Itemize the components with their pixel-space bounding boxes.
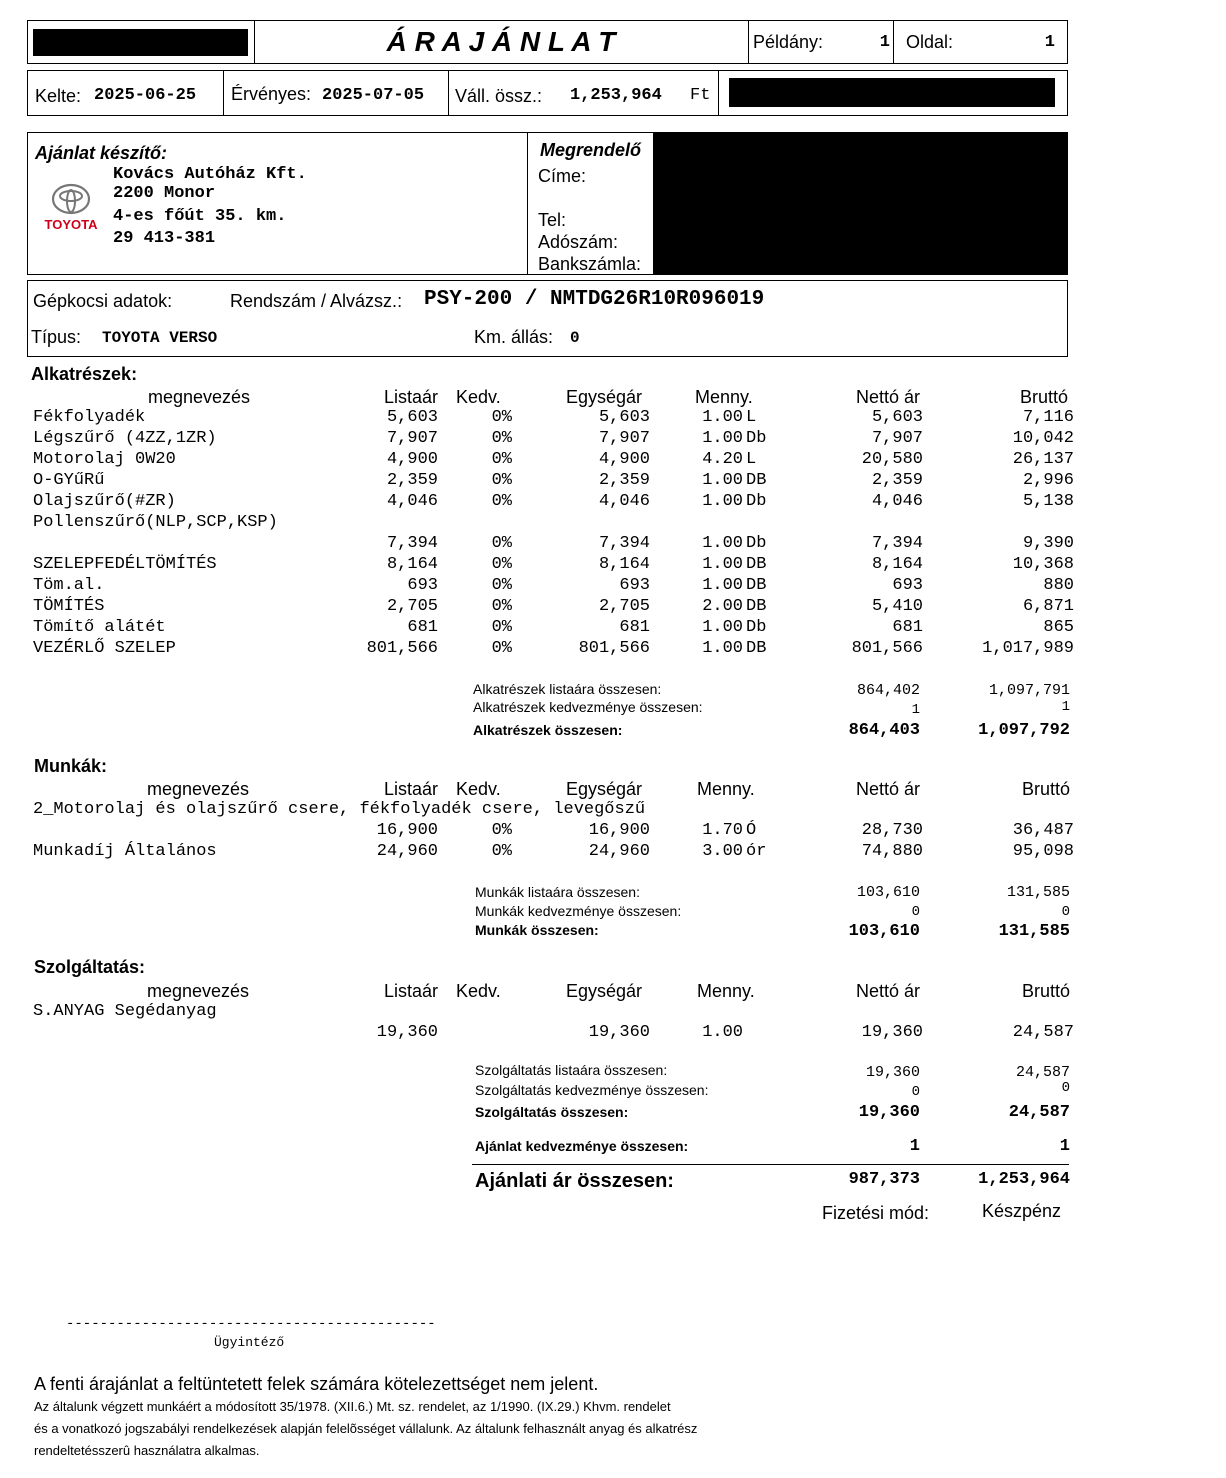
item-gross: 865	[1043, 618, 1074, 637]
item-name: Töm.al.	[33, 576, 105, 595]
item-unit: 2,359	[598, 471, 650, 490]
item-gross: 36,487	[1012, 821, 1074, 840]
signature-line: --------------------------------------------	[66, 1316, 436, 1332]
item-uom: L	[746, 408, 757, 427]
item-uom: Db	[746, 492, 767, 511]
item-disc: 0%	[491, 555, 512, 574]
service-sum-total-net: 19,360	[858, 1103, 920, 1122]
item-net: 5,410	[871, 597, 923, 616]
service-sum-disc-net: 0	[911, 1084, 920, 1100]
date-label: Kelte:	[35, 86, 82, 106]
col-name: megnevezés	[147, 981, 250, 1001]
item-list: 2,359	[386, 471, 438, 490]
footer-main: A fenti árajánlat a feltüntetett felek számára kötelezettséget nem jelent.	[34, 1374, 599, 1394]
item-qty: 1.00	[702, 534, 743, 553]
col-list: Listaár	[383, 779, 438, 799]
item-disc: 0%	[491, 450, 512, 469]
document-title: Á R A J Á N L A T	[386, 26, 616, 57]
offer-discount-gross: 1	[1059, 1137, 1070, 1156]
km-label: Km. állás:	[474, 327, 554, 347]
item-disc: 0%	[491, 821, 512, 840]
labor-sum-disc-net: 0	[911, 904, 920, 920]
item-uom: Ó	[746, 821, 757, 840]
offer-discount-net: 1	[909, 1137, 920, 1156]
service-sum-disc-label: Szolgáltatás kedvezménye összesen:	[475, 1082, 709, 1098]
col-name: megnevezés	[148, 387, 251, 407]
labor-sum-total-gross: 131,585	[998, 922, 1070, 941]
item-net: 7,394	[871, 534, 923, 553]
labor-column-header	[0, 778, 1226, 799]
item-list: 4,900	[386, 450, 438, 469]
item-gross: 95,098	[1012, 842, 1074, 861]
table-row	[0, 428, 1226, 449]
customer-heading: Megrendelő	[540, 140, 642, 160]
table-row	[0, 449, 1226, 470]
table-row	[0, 575, 1226, 596]
labor-sum-total-label: Munkák összesen:	[475, 922, 599, 938]
item-gross: 26,137	[1012, 450, 1074, 469]
item-unit: 2,705	[598, 597, 650, 616]
item-list: 5,603	[386, 408, 438, 427]
item-disc: 0%	[491, 408, 512, 427]
vehicle-label: Gépkocsi adatok:	[33, 291, 173, 311]
item-uom: Db	[746, 429, 767, 448]
type-label: Típus:	[31, 327, 82, 347]
labor-sum-disc-label: Munkák kedvezménye összesen:	[475, 903, 682, 919]
divider	[254, 20, 255, 64]
item-net: 5,603	[871, 408, 923, 427]
item-gross: 10,042	[1012, 429, 1074, 448]
item-net: 2,359	[871, 471, 923, 490]
item-disc: 0%	[491, 618, 512, 637]
item-net: 801,566	[851, 639, 923, 658]
parts-sum-list-label: Alkatrészek listaára összesen:	[473, 681, 662, 697]
item-net: 8,164	[871, 555, 923, 574]
type-value: TOYOTA VERSO	[102, 329, 218, 347]
item-unit: 19,360	[588, 1023, 650, 1042]
footer-line3: rendeltetésszerû használatra alkalmas.	[34, 1443, 260, 1458]
grand-total-label: Ajánlati ár összesen:	[475, 1170, 674, 1192]
item-unit: 693	[619, 576, 650, 595]
item-gross: 10,368	[1012, 555, 1074, 574]
item-qty: 3.00	[702, 842, 743, 861]
item-unit: 16,900	[588, 821, 650, 840]
labor-sum-total-net: 103,610	[848, 922, 920, 941]
item-name: TÖMÍTÉS	[33, 597, 105, 616]
parts-sum-disc-label: Alkatrészek kedvezménye összesen:	[473, 699, 703, 715]
item-net: 20,580	[861, 450, 923, 469]
item-disc: 0%	[491, 597, 512, 616]
col-unit: Egységár	[566, 387, 643, 407]
col-unit: Egységár	[566, 981, 643, 1001]
customer-address-label: Címe:	[538, 166, 587, 186]
item-list: 801,566	[366, 639, 438, 658]
item-net: 28,730	[861, 821, 923, 840]
logo-wordmark: TOYOTA	[44, 217, 98, 232]
redacted-block	[653, 133, 1067, 274]
item-name: 2_Motorolaj és olajszűrő csere, fékfolyadék csere, levegőszű	[33, 800, 646, 819]
table-row	[0, 470, 1226, 491]
item-qty: 1.00	[702, 471, 743, 490]
labor-sum-list-label: Munkák listaára összesen:	[475, 884, 640, 900]
service-sum-total-label: Szolgáltatás összesen:	[475, 1104, 629, 1120]
item-qty: 1.00	[702, 639, 743, 658]
col-disc: Kedv.	[456, 981, 501, 1001]
plate-label: Rendszám / Alvázsz.:	[230, 291, 403, 311]
plate-value: PSY-200 / NMTDG26R10R096019	[424, 288, 765, 311]
item-name: VEZÉRLŐ SZELEP	[33, 639, 176, 658]
item-disc: 0%	[491, 534, 512, 553]
valid-value: 2025-07-05	[322, 86, 425, 105]
item-list: 19,360	[376, 1023, 438, 1042]
item-list: 2,705	[386, 597, 438, 616]
item-qty: 1.00	[702, 429, 743, 448]
table-row	[0, 799, 1226, 840]
copies-label: Példány:	[753, 32, 824, 52]
divider	[748, 20, 749, 64]
item-name: Motorolaj 0W20	[33, 450, 176, 469]
divider	[527, 132, 528, 275]
item-disc: 0%	[491, 639, 512, 658]
item-qty: 1.70	[702, 821, 743, 840]
grand-total-gross: 1,253,964	[978, 1170, 1070, 1189]
item-gross: 5,138	[1022, 492, 1074, 511]
toyota-logo	[38, 180, 104, 235]
item-unit: 4,900	[598, 450, 650, 469]
divider	[718, 70, 719, 116]
table-row	[0, 841, 1226, 862]
item-unit: 801,566	[578, 639, 650, 658]
item-name: Fékfolyadék	[33, 408, 146, 427]
item-disc: 0%	[491, 576, 512, 595]
item-name: SZELEPFEDÉLTÖMÍTÉS	[33, 555, 217, 574]
parts-sum-total-gross: 1,097,792	[978, 721, 1070, 740]
item-unit: 5,603	[598, 408, 650, 427]
offer-discount-label: Ajánlat kedvezménye összesen:	[475, 1138, 689, 1154]
col-list: Listaár	[383, 981, 438, 1001]
item-disc: 0%	[491, 471, 512, 490]
item-uom: L	[746, 450, 757, 469]
item-gross: 9,390	[1022, 534, 1074, 553]
col-gross: Bruttó	[1019, 387, 1068, 407]
col-disc: Kedv.	[456, 387, 501, 407]
divider	[448, 70, 449, 116]
col-net: Nettó ár	[855, 387, 920, 407]
item-qty: 1.00	[702, 576, 743, 595]
total-label: Váll. össz.:	[455, 86, 543, 106]
col-net: Nettó ár	[855, 981, 920, 1001]
table-row	[0, 617, 1226, 638]
parts-sum-list-gross: 1,097,791	[988, 682, 1070, 699]
item-name: O-GYűRű	[33, 471, 105, 490]
item-qty: 1.00	[702, 618, 743, 637]
item-list: 16,900	[376, 821, 438, 840]
col-net: Nettó ár	[855, 779, 920, 799]
service-sum-total-gross: 24,587	[1008, 1103, 1070, 1122]
item-list: 7,907	[386, 429, 438, 448]
km-value: 0	[570, 329, 580, 347]
footer-line2: és a vonatkozó jogszabályi rendelkezések alapján felelõsséget vállalunk. Az általunk felhasznált anyag és alkatrész	[34, 1421, 698, 1436]
item-name: Munkadíj Általános	[33, 842, 217, 861]
item-net: 693	[892, 576, 923, 595]
col-disc: Kedv.	[456, 779, 501, 799]
customer-phone-label: Tel:	[538, 210, 567, 230]
service-column-header	[0, 980, 1226, 1001]
total-currency: Ft	[690, 86, 711, 105]
footer-line1: Az általunk végzett munkáért a módosított 35/1978. (XII.6.) Mt. sz. rendelet, az 1/1990. (IX.29.) Khvm. rendelet	[34, 1399, 671, 1414]
labor-sum-list-net: 103,610	[856, 884, 920, 901]
signature-label: Ügyintéző	[214, 1335, 285, 1350]
page-label: Oldal:	[906, 32, 954, 52]
col-qty: Menny.	[697, 981, 755, 1001]
item-gross: 1,017,989	[982, 639, 1074, 658]
parts-sum-list-net: 864,402	[856, 682, 920, 699]
customer-tax-label: Adószám:	[538, 232, 619, 252]
item-uom: DB	[746, 471, 767, 490]
item-qty: 1.00	[702, 555, 743, 574]
parts-sum-disc-gross: 1	[1061, 699, 1070, 715]
item-uom: DB	[746, 639, 767, 658]
customer-bank-label: Bankszámla:	[538, 254, 642, 274]
totals-divider	[472, 1164, 1069, 1165]
item-qty: 1.00	[702, 1023, 743, 1042]
item-name: Pollenszűrő(NLP,SCP,KSP)	[33, 513, 278, 532]
item-name: Tömítő alátét	[33, 618, 166, 637]
item-net: 4,046	[871, 492, 923, 511]
issuer-heading: Ajánlat készítő:	[35, 143, 168, 163]
col-gross: Bruttó	[1021, 779, 1070, 799]
item-list: 4,046	[386, 492, 438, 511]
issuer-address: 4-es főút 35. km.	[113, 207, 287, 226]
item-qty: 1.00	[702, 492, 743, 511]
parts-sum-total-net: 864,403	[848, 721, 920, 740]
item-uom: Db	[746, 534, 767, 553]
item-uom: Db	[746, 618, 767, 637]
service-section-title: Szolgáltatás:	[34, 957, 146, 977]
table-row	[0, 491, 1226, 512]
col-qty: Menny.	[697, 779, 755, 799]
labor-sum-list-gross: 131,585	[1006, 884, 1070, 901]
col-name: megnevezés	[147, 779, 250, 799]
issuer-phone: 29 413-381	[113, 229, 216, 248]
col-list: Listaár	[383, 387, 438, 407]
item-gross: 2,996	[1022, 471, 1074, 490]
item-disc: 0%	[491, 492, 512, 511]
item-qty: 1.00	[702, 408, 743, 427]
copies-value: 1	[879, 33, 890, 52]
item-gross: 24,587	[1012, 1023, 1074, 1042]
col-unit: Egységár	[566, 779, 643, 799]
table-row	[0, 638, 1226, 659]
grand-total-net: 987,373	[848, 1170, 920, 1189]
item-unit: 24,960	[588, 842, 650, 861]
item-net: 19,360	[861, 1023, 923, 1042]
payment-label: Fizetési mód:	[822, 1203, 930, 1223]
item-net: 681	[892, 618, 923, 637]
item-unit: 681	[619, 618, 650, 637]
item-uom: DB	[746, 597, 767, 616]
item-gross: 6,871	[1022, 597, 1074, 616]
item-name: S.ANYAG Segédanyag	[33, 1002, 217, 1021]
item-gross: 7,116	[1022, 408, 1074, 427]
item-qty: 2.00	[702, 597, 743, 616]
item-gross: 880	[1043, 576, 1074, 595]
item-list: 7,394	[386, 534, 438, 553]
divider	[223, 70, 224, 116]
toyota-emblem-icon	[38, 180, 104, 218]
parts-sum-total-label: Alkatrészek összesen:	[473, 722, 623, 738]
item-uom: ór	[746, 842, 767, 861]
redacted-block	[33, 29, 248, 56]
item-list: 681	[407, 618, 438, 637]
service-sum-list-net: 19,360	[865, 1064, 920, 1081]
item-qty: 4.20	[702, 450, 743, 469]
service-sum-list-gross: 24,587	[1015, 1064, 1070, 1081]
item-unit: 7,394	[598, 534, 650, 553]
item-uom: DB	[746, 555, 767, 574]
item-net: 7,907	[871, 429, 923, 448]
table-row	[0, 407, 1226, 428]
date-value: 2025-06-25	[94, 86, 197, 105]
table-row	[0, 1001, 1226, 1042]
col-qty: Menny.	[695, 387, 753, 407]
parts-section-title: Alkatrészek:	[31, 364, 138, 384]
item-disc: 0%	[491, 842, 512, 861]
divider	[893, 20, 894, 64]
service-sum-list-label: Szolgáltatás listaára összesen:	[475, 1062, 668, 1078]
item-unit: 8,164	[598, 555, 650, 574]
item-list: 24,960	[376, 842, 438, 861]
valid-label: Érvényes:	[231, 84, 312, 104]
labor-sum-disc-gross: 0	[1061, 904, 1070, 920]
total-value: 1,253,964	[570, 86, 662, 105]
labor-section-title: Munkák:	[34, 756, 108, 776]
table-row	[0, 596, 1226, 617]
payment-value: Készpénz	[982, 1201, 1062, 1221]
redacted-block	[729, 78, 1055, 107]
item-list: 8,164	[386, 555, 438, 574]
issuer-city: 2200 Monor	[113, 184, 216, 203]
table-row	[0, 554, 1226, 575]
service-sum-disc-gross: 0	[1061, 1080, 1070, 1096]
item-uom: DB	[746, 576, 767, 595]
col-gross: Bruttó	[1021, 981, 1070, 1001]
item-net: 74,880	[861, 842, 923, 861]
page-value: 1	[1044, 33, 1055, 52]
parts-sum-disc-net: 1	[911, 702, 920, 718]
issuer-name: Kovács Autóház Kft.	[113, 165, 307, 184]
item-unit: 7,907	[598, 429, 650, 448]
item-unit: 4,046	[598, 492, 650, 511]
item-list: 693	[407, 576, 438, 595]
table-row	[0, 512, 1226, 553]
item-disc: 0%	[491, 429, 512, 448]
item-name: Olajszűrő(#ZR)	[33, 492, 176, 511]
item-name: Légszűrő (4ZZ,1ZR)	[33, 429, 217, 448]
parts-column-header	[0, 386, 1226, 407]
